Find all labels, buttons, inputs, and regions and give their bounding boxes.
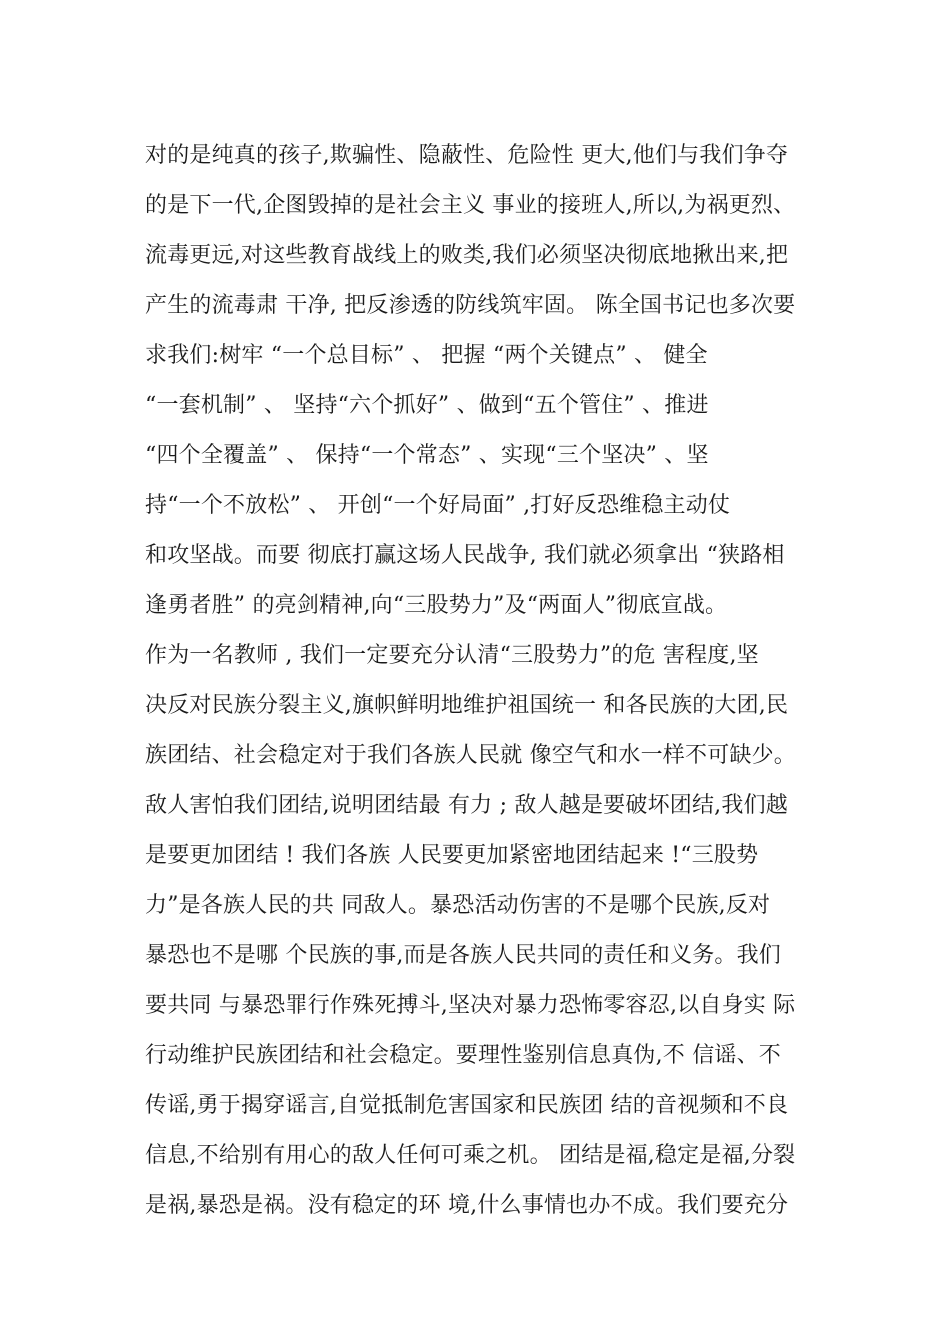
text-line: 求我们:树牢 “一个总目标” 、 把握 “两个关键点” 、 健全 <box>145 343 708 368</box>
text-line: “四个全覆盖” 、 保持“一个常态” 、实现“三个坚决” 、坚 <box>145 443 709 468</box>
text-line: 逢勇者胜” 的亮剑精神,向“三股势力”及“两面人”彻底宣战。 <box>145 593 728 618</box>
text-line: 是祸,暴恐是祸。没有稳定的环 境,什么事情也办不成。我们要充分 <box>145 1193 789 1218</box>
text-line: 决反对民族分裂主义,旗帜鲜明地维护祖国统一 和各民族的大团,民 <box>145 693 789 718</box>
text-line: 族团结、社会稳定对于我们各族人民就 像空气和水一样不可缺少。 <box>145 743 796 768</box>
text-line: 力”是各族人民的共 同敌人。暴恐活动伤害的不是哪个民族,反对 <box>145 893 771 918</box>
text-line: 敌人害怕我们团结,说明团结最 有力 ; 敌人越是要破坏团结,我们越 <box>145 793 788 818</box>
text-line: 要共同 与暴恐罪行作殊死搏斗,坚决对暴力恐怖零容忍,以自身实 际 <box>145 993 796 1018</box>
text-line: “一套机制” 、 坚持“六个抓好” 、做到“五个管住” 、推进 <box>145 393 709 418</box>
text-line: 暴恐也不是哪 个民族的事,而是各族人民共同的责任和义务。我们 <box>145 943 781 968</box>
text-line: 持“一个不放松” 、 开创“一个好局面” ,打好反恐维稳主动仗 <box>145 493 731 518</box>
text-line: 行动维护民族团结和社会稳定。要理性鉴别信息真伪,不 信谣、不 <box>145 1043 781 1068</box>
text-line: 作为一名教师 , 我们一定要充分认清“三股势力”的危 害程度,坚 <box>145 643 759 668</box>
text-line: 是要更加团结 ! 我们各族 人民要更加紧密地团结起来 !“三股势 <box>145 843 759 868</box>
text-line: 的是下一代,企图毁掉的是社会主义 事业的接班人,所以,为祸更烈、 <box>145 193 796 218</box>
text-line: 传谣,勇于揭穿谣言,自觉抵制危害国家和民族团 结的音视频和不良 <box>145 1093 789 1118</box>
text-line: 和攻坚战。而要 彻底打赢这场人民战争, 我们就必须拿出 “狭路相 <box>145 543 785 568</box>
text-line: 信息,不给别有用心的敌人任何可乘之机。 团结是福,稳定是福,分裂 <box>145 1143 796 1168</box>
body-text <box>145 131 845 1231</box>
text-line: 产生的流毒肃 干净, 把反渗透的防线筑牢固。 陈全国书记也多次要 <box>145 293 796 318</box>
text-line: 对的是纯真的孩子,欺骗性、隐蔽性、危险性 更大,他们与我们争夺 <box>145 143 789 168</box>
text-line: 流毒更远,对这些教育战线上的败类,我们必须坚决彻底地揪出来,把 <box>145 243 789 268</box>
